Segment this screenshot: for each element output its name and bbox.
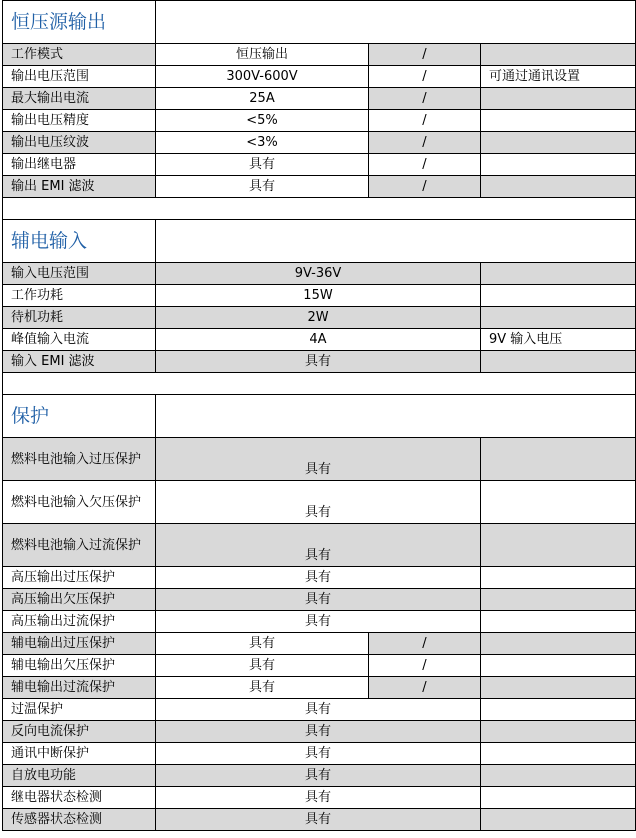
row-value-2: / bbox=[369, 176, 481, 198]
row-value: 具有 bbox=[156, 154, 369, 176]
row-value: 15W bbox=[156, 285, 481, 307]
section-header bbox=[3, 395, 636, 438]
row-value: 具有 bbox=[156, 481, 481, 524]
row-value: 具有 bbox=[156, 765, 481, 787]
row-value-2: / bbox=[369, 44, 481, 66]
table-row bbox=[3, 263, 636, 285]
row-value-2: / bbox=[369, 154, 481, 176]
table-row bbox=[3, 44, 636, 66]
row-value: <3% bbox=[156, 132, 369, 154]
table-row bbox=[3, 611, 636, 633]
row-value-2: / bbox=[369, 132, 481, 154]
table-row bbox=[3, 438, 636, 481]
row-label: 峰值输入电流 bbox=[3, 329, 156, 351]
row-label: 反向电流保护 bbox=[3, 721, 156, 743]
table-row bbox=[3, 787, 636, 809]
section-header bbox=[3, 1, 636, 44]
row-value-2: / bbox=[369, 677, 481, 699]
table-row bbox=[3, 329, 636, 351]
table-row bbox=[3, 655, 636, 677]
table-row bbox=[3, 765, 636, 787]
row-label: 高压输出过压保护 bbox=[3, 567, 156, 589]
row-value: 具有 bbox=[156, 721, 481, 743]
table-row bbox=[3, 524, 636, 567]
row-label: 输出 EMI 滤波 bbox=[3, 176, 156, 198]
row-value: 具有 bbox=[156, 176, 369, 198]
spacer-row bbox=[3, 198, 636, 220]
row-label: 辅电输出过压保护 bbox=[3, 633, 156, 655]
row-value: 具有 bbox=[156, 699, 481, 721]
row-label: 待机功耗 bbox=[3, 307, 156, 329]
row-label: 燃料电池输入欠压保护 bbox=[3, 481, 156, 524]
row-note bbox=[481, 110, 636, 132]
table-row bbox=[3, 567, 636, 589]
row-label: 燃料电池输入过流保护 bbox=[3, 524, 156, 567]
row-note bbox=[481, 154, 636, 176]
row-value: 具有 bbox=[156, 787, 481, 809]
row-label: 输入 EMI 滤波 bbox=[3, 351, 156, 373]
row-note bbox=[481, 263, 636, 285]
row-label: 辅电输出欠压保护 bbox=[3, 655, 156, 677]
spacer-row bbox=[3, 373, 636, 395]
row-label: 输出电压纹波 bbox=[3, 132, 156, 154]
row-label: 输出继电器 bbox=[3, 154, 156, 176]
row-note bbox=[481, 285, 636, 307]
row-value: <5% bbox=[156, 110, 369, 132]
row-value: 恒压输出 bbox=[156, 44, 369, 66]
row-value-2: / bbox=[369, 66, 481, 88]
row-value-2: / bbox=[369, 655, 481, 677]
section-title: 保护 bbox=[3, 395, 156, 438]
row-value: 具有 bbox=[156, 655, 369, 677]
row-label: 最大输出电流 bbox=[3, 88, 156, 110]
row-label: 传感器状态检测 bbox=[3, 809, 156, 831]
table-row bbox=[3, 176, 636, 198]
row-value: 300V-600V bbox=[156, 66, 369, 88]
row-label: 高压输出过流保护 bbox=[3, 611, 156, 633]
row-label: 燃料电池输入过压保护 bbox=[3, 438, 156, 481]
row-note: 可通过通讯设置 bbox=[481, 66, 636, 88]
row-value: 具有 bbox=[156, 743, 481, 765]
row-value: 25A bbox=[156, 88, 369, 110]
table-row bbox=[3, 743, 636, 765]
row-label: 输出电压精度 bbox=[3, 110, 156, 132]
spec-table bbox=[2, 0, 636, 831]
row-value: 具有 bbox=[156, 524, 481, 567]
row-value: 具有 bbox=[156, 677, 369, 699]
row-value: 具有 bbox=[156, 567, 481, 589]
row-value: 9V-36V bbox=[156, 263, 481, 285]
table-row bbox=[3, 285, 636, 307]
table-row bbox=[3, 633, 636, 655]
row-label: 输入电压范围 bbox=[3, 263, 156, 285]
section-title: 恒压源输出 bbox=[3, 1, 156, 44]
row-label: 辅电输出过流保护 bbox=[3, 677, 156, 699]
row-note bbox=[481, 351, 636, 373]
row-label: 高压输出欠压保护 bbox=[3, 589, 156, 611]
row-note bbox=[481, 44, 636, 66]
row-label: 继电器状态检测 bbox=[3, 787, 156, 809]
row-label: 自放电功能 bbox=[3, 765, 156, 787]
row-value-2: / bbox=[369, 110, 481, 132]
table-row bbox=[3, 351, 636, 373]
row-label: 通讯中断保护 bbox=[3, 743, 156, 765]
table-row bbox=[3, 589, 636, 611]
row-value-2: / bbox=[369, 633, 481, 655]
table-row bbox=[3, 481, 636, 524]
row-note bbox=[481, 132, 636, 154]
table-row bbox=[3, 809, 636, 831]
table-row bbox=[3, 154, 636, 176]
row-value: 具有 bbox=[156, 438, 481, 481]
row-note bbox=[481, 88, 636, 110]
table-row bbox=[3, 132, 636, 154]
row-value-2: / bbox=[369, 88, 481, 110]
row-label: 工作模式 bbox=[3, 44, 156, 66]
table-row bbox=[3, 699, 636, 721]
row-label: 输出电压范围 bbox=[3, 66, 156, 88]
row-value: 具有 bbox=[156, 633, 369, 655]
row-label: 工作功耗 bbox=[3, 285, 156, 307]
row-label: 过温保护 bbox=[3, 699, 156, 721]
row-value: 具有 bbox=[156, 611, 481, 633]
row-value: 具有 bbox=[156, 809, 481, 831]
row-value: 2W bbox=[156, 307, 481, 329]
row-value: 具有 bbox=[156, 589, 481, 611]
row-note bbox=[481, 176, 636, 198]
row-value: 具有 bbox=[156, 351, 481, 373]
row-note bbox=[481, 307, 636, 329]
section-header bbox=[3, 220, 636, 263]
section-title: 辅电输入 bbox=[3, 220, 156, 263]
table-row bbox=[3, 110, 636, 132]
table-row bbox=[3, 677, 636, 699]
table-row bbox=[3, 88, 636, 110]
table-row bbox=[3, 307, 636, 329]
table-row bbox=[3, 721, 636, 743]
row-note: 9V 输入电压 bbox=[481, 329, 636, 351]
row-value: 4A bbox=[156, 329, 481, 351]
table-row bbox=[3, 66, 636, 88]
